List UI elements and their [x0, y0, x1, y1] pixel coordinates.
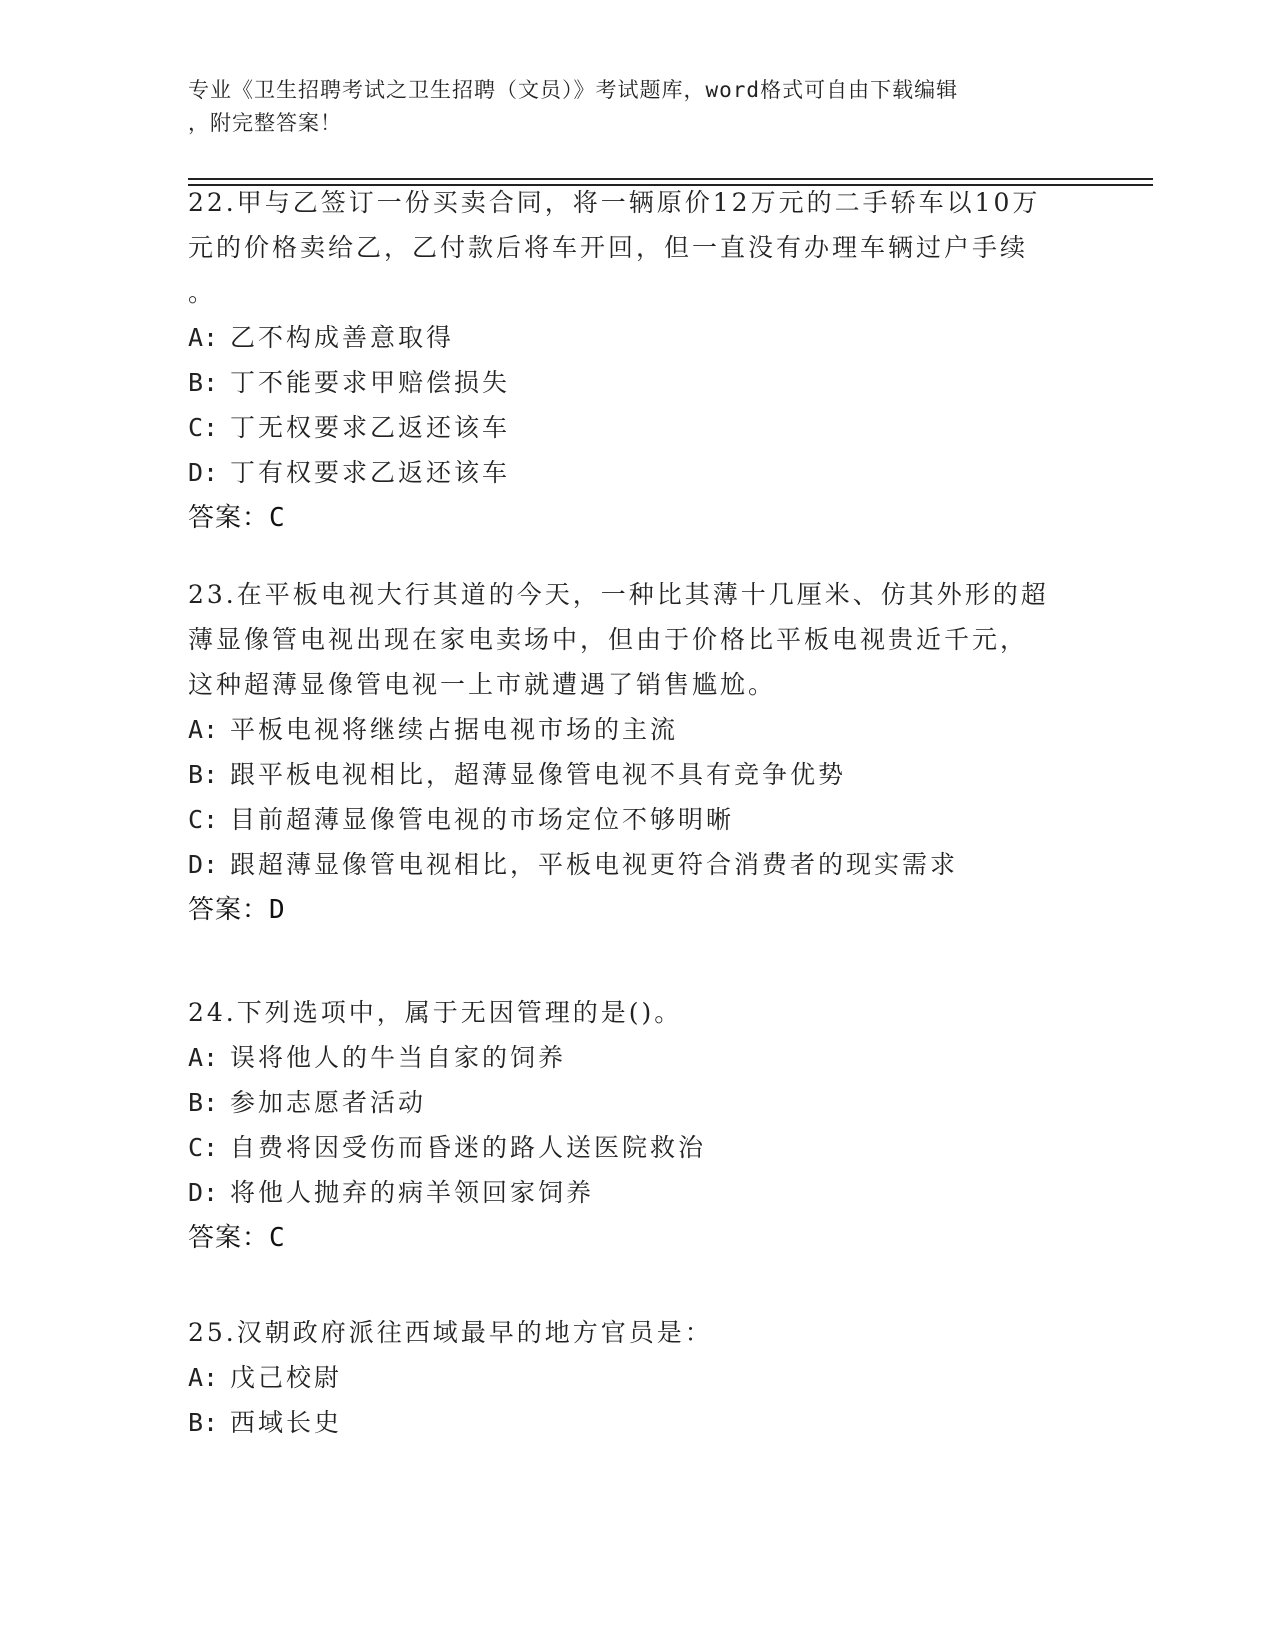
header-line-2: ，附完整答案！ [188, 111, 342, 135]
stem-line: 元的价格卖给乙，乙付款后将车开回，但一直没有办理车辆过户手续 [188, 233, 1029, 262]
option-letter: A: [188, 715, 219, 744]
option-b [188, 752, 1088, 797]
option-letter: A: [188, 323, 219, 352]
option-letter: C: [188, 805, 219, 834]
stem-line: 22.甲与乙签订一份买卖合同，将一辆原价12万元的二手轿车以10万 [188, 188, 1041, 217]
option-text: 跟超薄显像管电视相比，平板电视更符合消费者的现实需求 [230, 850, 959, 879]
option-text: 平板电视将继续占据电视市场的主流 [230, 715, 679, 744]
option-a [188, 315, 1088, 360]
option-b [188, 1400, 1088, 1445]
option-letter: D: [188, 458, 219, 487]
answer-line [188, 1215, 1088, 1261]
question-23 [188, 572, 1088, 933]
option-b [188, 360, 1088, 405]
option-text: 丁不能要求甲赔偿损失 [230, 368, 511, 397]
question-25 [188, 1310, 1088, 1445]
option-letter: B: [188, 760, 219, 789]
option-b [188, 1080, 1088, 1125]
option-c [188, 405, 1088, 450]
option-text: 参加志愿者活动 [230, 1088, 427, 1117]
option-d [188, 842, 1088, 887]
question-24 [188, 990, 1088, 1261]
stem-line: 24.下列选项中，属于无因管理的是()。 [188, 998, 683, 1027]
option-text: 误将他人的牛当自家的饲养 [230, 1043, 567, 1072]
option-text: 目前超薄显像管电视的市场定位不够明晰 [230, 805, 735, 834]
option-letter: B: [188, 1408, 219, 1437]
document-header [188, 74, 1068, 140]
question-stem [188, 572, 1088, 707]
option-letter: C: [188, 413, 219, 442]
option-a [188, 1035, 1088, 1080]
option-c [188, 1125, 1088, 1170]
option-c [188, 797, 1088, 842]
option-letter: B: [188, 368, 219, 397]
question-22 [188, 180, 1088, 541]
option-letter: D: [188, 850, 219, 879]
option-text: 乙不构成善意取得 [230, 323, 455, 352]
answer-value: C [269, 1223, 286, 1253]
stem-line: 这种超薄显像管电视一上市就遭遇了销售尴尬。 [188, 670, 777, 699]
answer-label: 答案： [188, 503, 270, 533]
question-stem [188, 1310, 1088, 1355]
option-text: 丁无权要求乙返还该车 [230, 413, 511, 442]
option-d [188, 1170, 1088, 1215]
option-text: 西域长史 [230, 1408, 343, 1437]
answer-value: D [269, 895, 286, 925]
stem-line: 。 [188, 278, 217, 307]
option-letter: C: [188, 1133, 219, 1162]
stem-line: 23.在平板电视大行其道的今天，一种比其薄十几厘米、仿其外形的超 [188, 580, 1049, 609]
stem-line: 薄显像管电视出现在家电卖场中，但由于价格比平板电视贵近千元， [188, 625, 1029, 654]
option-letter: A: [188, 1363, 219, 1392]
option-text: 跟平板电视相比，超薄显像管电视不具有竞争优势 [230, 760, 847, 789]
option-letter: D: [188, 1178, 219, 1207]
stem-line: 25.汉朝政府派往西域最早的地方官员是： [188, 1318, 713, 1347]
option-text: 自费将因受伤而昏迷的路人送医院救治 [230, 1133, 707, 1162]
option-d [188, 450, 1088, 495]
answer-line [188, 495, 1088, 541]
question-stem [188, 180, 1088, 315]
option-letter: B: [188, 1088, 219, 1117]
question-stem [188, 990, 1088, 1035]
answer-line [188, 887, 1088, 933]
option-text: 丁有权要求乙返还该车 [230, 458, 511, 487]
option-text: 戊己校尉 [230, 1363, 343, 1392]
header-line-1: 专业《卫生招聘考试之卫生招聘（文员）》考试题库，word格式可自由下载编辑 [188, 78, 959, 102]
answer-label: 答案： [188, 895, 270, 925]
option-a [188, 707, 1088, 752]
option-letter: A: [188, 1043, 219, 1072]
answer-value: C [269, 503, 286, 533]
answer-label: 答案： [188, 1223, 270, 1253]
option-text: 将他人抛弃的病羊领回家饲养 [230, 1178, 595, 1207]
option-a [188, 1355, 1088, 1400]
